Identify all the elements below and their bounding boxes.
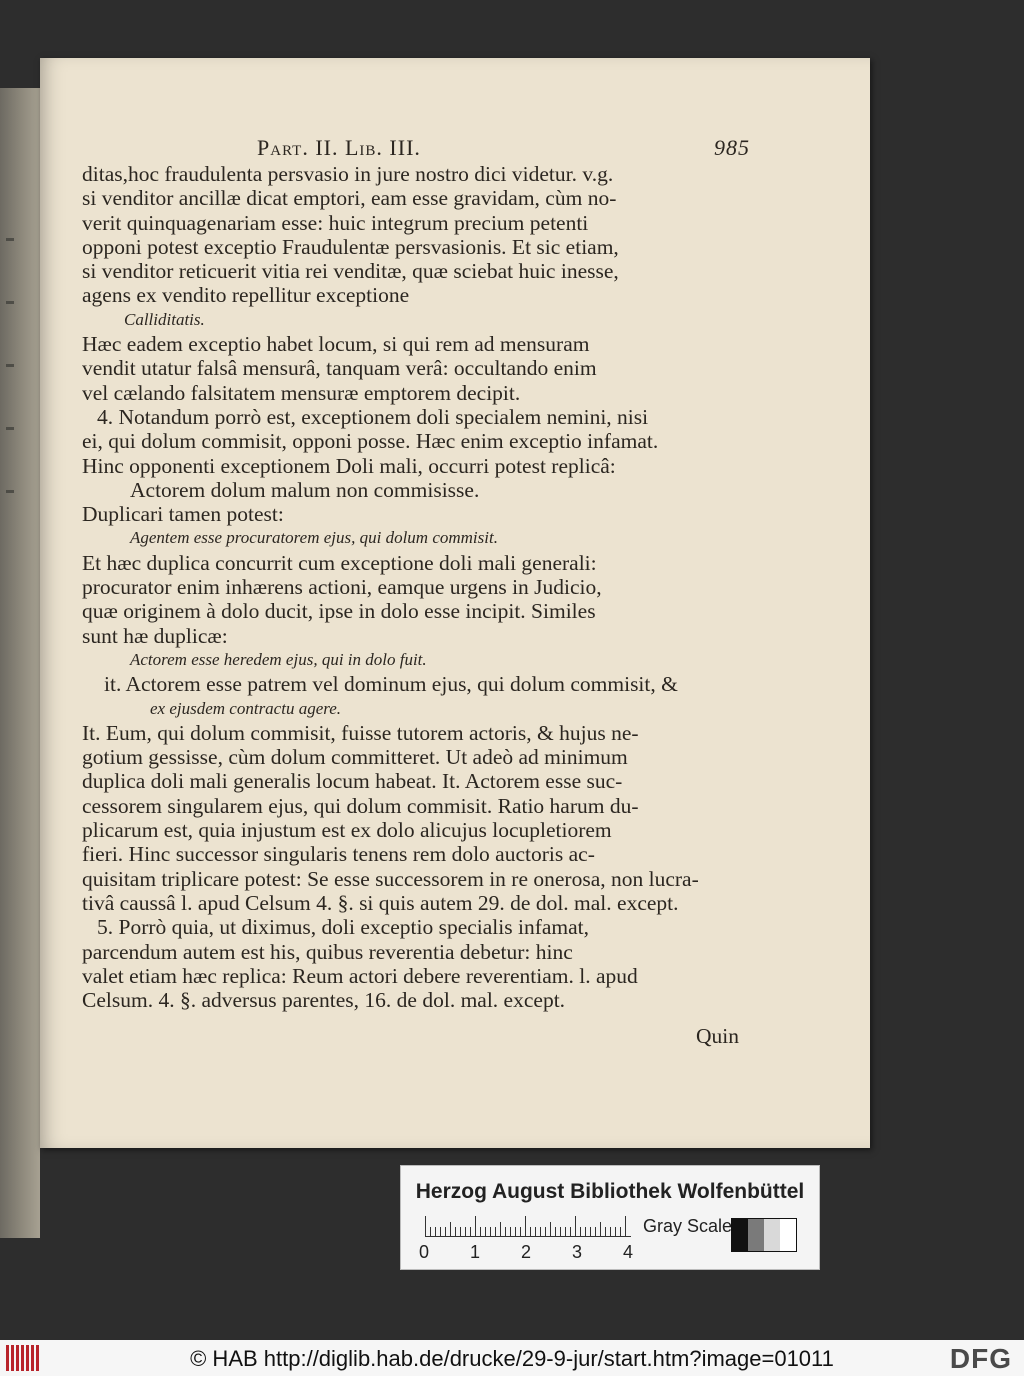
- text-line: ei, qui dolum commisit, opponi posse. Hæc enim exceptio infamat.: [82, 429, 659, 454]
- text-line: procurator enim inhærens actioni, eamque urgens in Judicio,: [82, 575, 602, 600]
- ruler-tick: [450, 1222, 451, 1236]
- text-line: fieri. Hinc successor singularis tenens rem dolo auctoris ac-: [82, 842, 595, 867]
- ruler-tick: [475, 1216, 476, 1236]
- text-line: plicarum est, quia injustum est ex dolo alicujus locupletiorem: [82, 818, 612, 843]
- text-line: parcendum autem est his, quibus reverentia debetur: hinc: [82, 939, 573, 964]
- ruler-tick: [620, 1227, 621, 1236]
- ruler-tick: [515, 1227, 516, 1236]
- ruler-tick: [465, 1227, 466, 1236]
- text-line: ditas,hoc fraudulenta persvasio in jure nostro dici videtur. v.g.: [82, 162, 614, 186]
- gray-scale-swatches: [731, 1218, 797, 1252]
- library-name: Herzog August Bibliothek Wolfenbüttel: [415, 1180, 805, 1203]
- ruler-tick: [520, 1227, 521, 1236]
- text-line: cessorem singularem ejus, qui dolum commisit. Ratio harum du-: [82, 793, 639, 818]
- ruler-tick: [555, 1227, 556, 1236]
- ruler-tick: [545, 1227, 546, 1236]
- text-line: Duplicari tamen potest:: [82, 502, 284, 527]
- gray-swatch: [780, 1219, 796, 1251]
- ruler-number: 3: [572, 1242, 583, 1262]
- ruler-tick: [580, 1227, 581, 1236]
- text-line: opponi potest exceptio Fraudulentæ persvasionis. Et sic etiam,: [82, 234, 619, 259]
- text-line: Hæc eadem exceptio habet locum, si qui rem ad mensuram: [82, 332, 590, 357]
- gray-swatch: [732, 1219, 748, 1251]
- ruler-tick: [615, 1227, 616, 1236]
- ruler-tick: [500, 1222, 501, 1236]
- text-line: tivâ caussâ l. apud Celsum 4. §. si quis autem 29. de dol. mal. except.: [82, 890, 679, 915]
- ruler-tick: [440, 1227, 441, 1236]
- text-line: Et hæc duplica concurrit cum exceptione doli mali generali:: [82, 550, 597, 575]
- text-line: Calliditatis.: [124, 309, 205, 329]
- dfg-logo: DFG: [949, 1343, 1012, 1374]
- ruler-tick: [535, 1227, 536, 1236]
- ruler-tick: [470, 1227, 471, 1236]
- text-line: quæ originem à dolo ducit, ipse in dolo esse incipit. Similes: [82, 599, 596, 624]
- ruler-tick: [485, 1227, 486, 1236]
- text-line: vendit utatur falsâ mensurâ, tanquam verâ: occultando enim: [82, 356, 597, 381]
- text-line: Actorem dolum malum non commisisse.: [130, 477, 480, 502]
- ruler-tick: [565, 1227, 566, 1236]
- catchword: Quin: [696, 1024, 739, 1049]
- ruler-tick: [625, 1216, 626, 1236]
- text-line: duplica doli mali generalis locum habeat. It. Actorem esse suc-: [82, 769, 623, 794]
- text-line: Agentem esse procuratorem ejus, qui dolum commisit.: [130, 528, 498, 548]
- text-line: agens ex vendito repellitur exceptione: [82, 283, 410, 308]
- text-line: verit quinquagenariam esse: huic integrum precium petenti: [82, 210, 589, 235]
- ruler-tick: [480, 1227, 481, 1236]
- text-line: Hinc opponenti exceptionem Doli mali, occurri potest replicâ:: [82, 453, 616, 478]
- text-line: Celsum. 4. §. adversus parentes, 16. de dol. mal. except.: [82, 988, 566, 1013]
- ruler-tick: [595, 1227, 596, 1236]
- text-line: gotium gessisse, cùm dolum committeret. Ut adeò ad minimum: [82, 745, 628, 770]
- ruler-tick: [560, 1227, 561, 1236]
- text-line: Actorem esse heredem ejus, qui in dolo fuit.: [130, 649, 427, 669]
- ruler-tick: [600, 1222, 601, 1236]
- text-line: 4. Notandum porrò est, exceptionem doli specialem nemini, nisi: [97, 404, 649, 429]
- ruler-tick: [445, 1227, 446, 1236]
- ruler-tick: [550, 1222, 551, 1236]
- text-line: 5. Porrò quia, ut diximus, doli exceptio specialis infamat,: [97, 915, 590, 940]
- ruler-tick: [505, 1227, 506, 1236]
- ruler-tick: [435, 1227, 436, 1236]
- ruler-tick: [455, 1227, 456, 1236]
- ruler-tick: [510, 1227, 511, 1236]
- gray-swatch: [764, 1219, 780, 1251]
- text-line: vel cælando falsitatem mensuræ emptorem decipit.: [82, 380, 521, 405]
- text-line: si venditor reticuerit vitia rei venditæ, quæ sciebat huic inesse,: [82, 259, 619, 284]
- gray-scale-label: Gray Scale: [643, 1216, 733, 1236]
- ruler-tick: [570, 1227, 571, 1236]
- text-line: valet etiam hæc replica: Reum actori debere reverentiam. l. apud: [82, 963, 638, 988]
- ruler-tick: [605, 1227, 606, 1236]
- ruler-number: 0: [419, 1242, 430, 1262]
- ruler-tick: [495, 1227, 496, 1236]
- page-header: [82, 135, 750, 162]
- ruler-tick: [425, 1216, 426, 1236]
- text-line: It. Eum, qui dolum commisit, fuisse tutorem actoris, & hujus ne-: [82, 720, 639, 745]
- text-line: sunt hæ duplicæ:: [82, 623, 228, 648]
- scale-ruler: [425, 1216, 631, 1237]
- ruler-tick: [575, 1216, 576, 1236]
- footer-bar: [0, 1340, 1024, 1376]
- page-text: [82, 135, 750, 1049]
- ruler-tick: [585, 1227, 586, 1236]
- text-line: ex ejusdem contractu agere.: [150, 698, 342, 718]
- text-line: it. Actorem esse patrem vel dominum ejus, qui dolum commisit, &: [104, 672, 678, 697]
- ruler-tick: [430, 1227, 431, 1236]
- text-line: si venditor ancillæ dicat emptori, eam esse gravidam, cùm no-: [82, 186, 617, 211]
- running-head: Part. II. Lib. III.: [257, 135, 421, 160]
- ruler-number: 2: [521, 1242, 532, 1262]
- gray-swatch: [748, 1219, 764, 1251]
- ruler-tick: [490, 1227, 491, 1236]
- ruler-tick: [525, 1216, 526, 1236]
- ruler-tick: [460, 1227, 461, 1236]
- ruler-number: 1: [470, 1242, 481, 1262]
- color-target-card: [400, 1165, 820, 1270]
- previous-page-edge: [0, 88, 40, 1238]
- ruler-tick: [530, 1227, 531, 1236]
- ruler-tick: [610, 1227, 611, 1236]
- ruler-number: 4: [623, 1242, 634, 1262]
- copyright-url[interactable]: © HAB http://diglib.hab.de/drucke/29-9-jur/start.htm?image=01011: [190, 1346, 834, 1371]
- book-page: [40, 58, 870, 1148]
- ruler-tick: [540, 1227, 541, 1236]
- page-number: 985: [714, 135, 750, 160]
- text-line: quisitam triplicare potest: Se esse successorem in re onerosa, non lucra-: [82, 866, 699, 891]
- ruler-tick: [590, 1227, 591, 1236]
